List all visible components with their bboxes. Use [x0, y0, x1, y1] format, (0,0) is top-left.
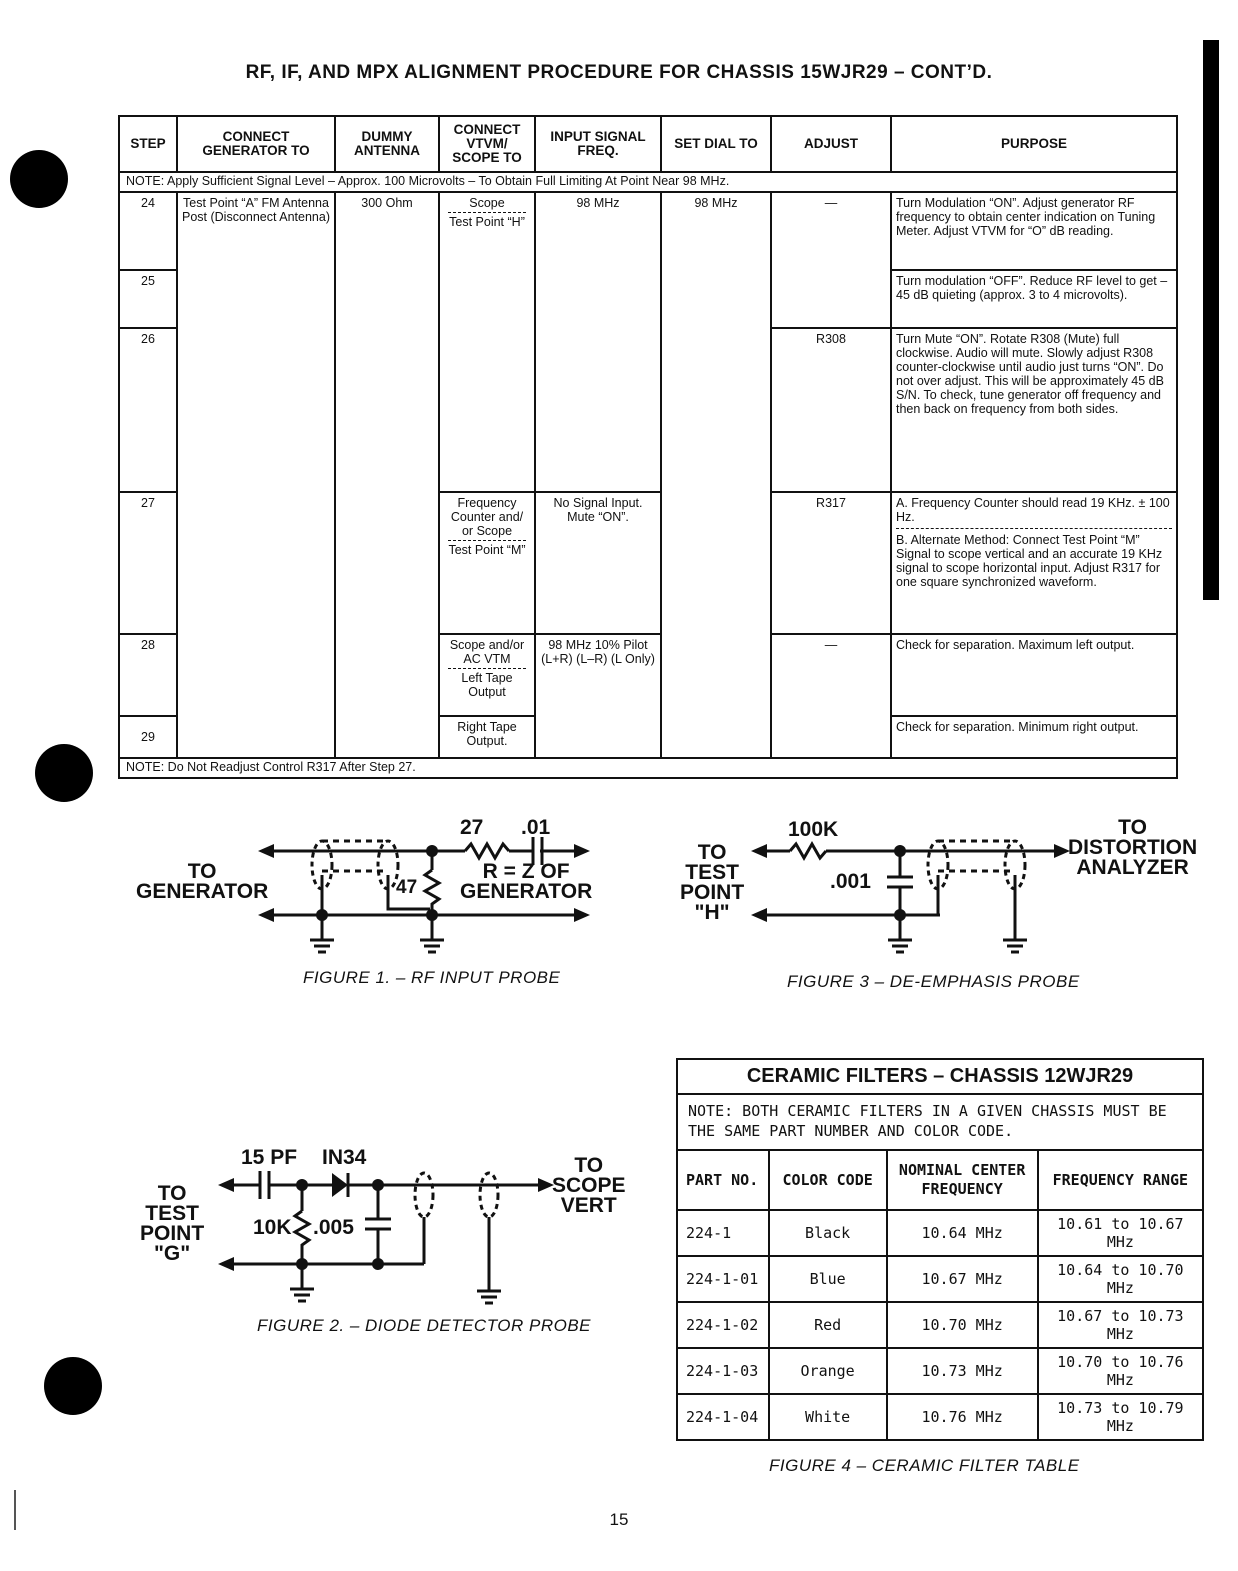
- frequency-range: 10.61 to 10.67 MHz: [1038, 1210, 1202, 1256]
- step-number: 28: [119, 634, 177, 716]
- input-frequency: No Signal Input. Mute “ON”.: [535, 492, 661, 634]
- fig2-r10k: 10K: [253, 1216, 292, 1239]
- ceramic-col-color: COLOR CODE: [769, 1151, 887, 1210]
- fig2-to-test-point: TO TEST POINT "G": [140, 1182, 205, 1265]
- dial-setting: 98 MHz: [661, 192, 771, 758]
- color-code: Orange: [769, 1348, 887, 1394]
- col-header-vtvm: CONNECT VTVM/ SCOPE TO: [439, 116, 535, 172]
- vtvm-connection: Scope and/or AC VTM Left Tape Output: [439, 634, 535, 716]
- color-code: Black: [769, 1210, 887, 1256]
- center-frequency: 10.70 MHz: [887, 1302, 1038, 1348]
- table-note-top: NOTE: Apply Sufficient Signal Level – Approx. 100 Microvolts – To Obtain Full Limiting At Point Near 98 MHz.: [119, 172, 1177, 192]
- adjust-control: —: [771, 192, 891, 328]
- generator-connection: Test Point “A” FM Antenna Post (Disconnect Antenna): [177, 192, 335, 758]
- col-header-purpose: PURPOSE: [891, 116, 1177, 172]
- purpose-text: Turn Modulation “ON”. Adjust generator RF frequency to obtain center indication on Tuning Meter. Adjust VTVM for “O” dB reading.: [891, 192, 1177, 270]
- ceramic-header-row: [678, 1151, 1202, 1210]
- purpose-text: Check for separation. Minimum right output.: [891, 716, 1177, 758]
- binding-edge-bar: [1203, 40, 1219, 600]
- col-header-set-dial: SET DIAL TO: [661, 116, 771, 172]
- fig1-to-generator: TO GENERATOR: [136, 860, 269, 903]
- frequency-range: 10.67 to 10.73 MHz: [1038, 1302, 1202, 1348]
- figure2-schematic: [212, 1165, 557, 1315]
- alignment-table: [118, 115, 1178, 779]
- table-row: [678, 1210, 1202, 1256]
- fig1-rz: R = Z OF GENERATOR: [460, 860, 593, 903]
- step-number: 27: [119, 492, 177, 634]
- punch-hole: [35, 744, 93, 802]
- part-number: 224-1: [678, 1210, 769, 1256]
- color-code: Red: [769, 1302, 887, 1348]
- purpose-text: A. Frequency Counter should read 19 KHz. ± 100 Hz. B. Alternate Method: Connect Test Point “M” Signal to scope vertical and an accurate 19 KHz signal to scope horizontal input. Adjust R317 for one square synchronized waveform.: [891, 492, 1177, 634]
- step-number: 24: [119, 192, 177, 270]
- table-row: [678, 1394, 1202, 1439]
- col-header-dummy-antenna: DUMMY ANTENNA: [335, 116, 439, 172]
- punch-hole: [44, 1357, 102, 1415]
- figure4-caption: FIGURE 4 – CERAMIC FILTER TABLE: [769, 1456, 1080, 1475]
- fig2-c005: .005: [313, 1216, 354, 1239]
- ceramic-filter-title: CERAMIC FILTERS – CHASSIS 12WJR29: [678, 1060, 1202, 1095]
- figure2-caption: FIGURE 2. – DIODE DETECTOR PROBE: [257, 1316, 592, 1335]
- part-number: 224-1-02: [678, 1302, 769, 1348]
- step-number: 26: [119, 328, 177, 492]
- fig1-c01: .01: [521, 816, 551, 839]
- fig3-c001: .001: [830, 870, 871, 893]
- punch-hole: [10, 150, 68, 208]
- adjust-control: R308: [771, 328, 891, 492]
- adjust-control: R317: [771, 492, 891, 634]
- table-row: [678, 1302, 1202, 1348]
- col-header-input-freq: INPUT SIGNAL FREQ.: [535, 116, 661, 172]
- fig1-r27: 27: [460, 816, 484, 839]
- center-frequency: 10.67 MHz: [887, 1256, 1038, 1302]
- col-header-adjust: ADJUST: [771, 116, 891, 172]
- ceramic-col-center: NOMINAL CENTER FREQUENCY: [887, 1151, 1038, 1210]
- center-frequency: 10.73 MHz: [887, 1348, 1038, 1394]
- part-number: 224-1-04: [678, 1394, 769, 1439]
- table-row: [119, 192, 1177, 270]
- ceramic-filter-table: [676, 1058, 1204, 1441]
- col-header-generator: CONNECT GENERATOR TO: [177, 116, 335, 172]
- page-title: RF, IF, AND MPX ALIGNMENT PROCEDURE FOR CHASSIS 15WJR29 – CONT’D.: [245, 62, 993, 83]
- fig2-c15pf: 15 PF: [241, 1146, 298, 1169]
- col-header-step: STEP: [119, 116, 177, 172]
- step-number: 25: [119, 270, 177, 328]
- ceramic-col-range: FREQUENCY RANGE: [1038, 1151, 1202, 1210]
- vtvm-connection: Scope Test Point “H”: [439, 192, 535, 492]
- purpose-text: Check for separation. Maximum left output.: [891, 634, 1177, 716]
- color-code: White: [769, 1394, 887, 1439]
- fig2-to-scope: TO SCOPE VERT: [552, 1154, 626, 1217]
- dummy-antenna: 300 Ohm: [335, 192, 439, 758]
- purpose-text: Turn Mute “ON”. Rotate R308 (Mute) full clockwise. Audio will mute. Slowly adjust R308 counter-clockwise until audio just turns “ON”. Do not over adjust. This will be approximately 45 dB S/N. To check, tune generator off frequency and then back on frequency from both sides.: [891, 328, 1177, 492]
- figure3-caption: FIGURE 3 – DE-EMPHASIS PROBE: [787, 972, 1080, 991]
- fig3-to-test-point: TO TEST POINT "H": [680, 841, 745, 924]
- page-number: 15: [609, 1510, 629, 1529]
- center-frequency: 10.64 MHz: [887, 1210, 1038, 1256]
- table-header-row: [119, 116, 1177, 172]
- figure1-caption: FIGURE 1. – RF INPUT PROBE: [303, 968, 561, 987]
- adjust-control: —: [771, 634, 891, 758]
- fig1-r47: 47: [396, 877, 418, 898]
- color-code: Blue: [769, 1256, 887, 1302]
- step-number: 29: [119, 716, 177, 758]
- frequency-range: 10.70 to 10.76 MHz: [1038, 1348, 1202, 1394]
- part-number: 224-1-01: [678, 1256, 769, 1302]
- table-row: [678, 1256, 1202, 1302]
- input-frequency: 98 MHz: [535, 192, 661, 492]
- frequency-range: 10.64 to 10.70 MHz: [1038, 1256, 1202, 1302]
- fig2-in34: IN34: [322, 1146, 367, 1169]
- fig3-r100k: 100K: [788, 818, 839, 841]
- input-frequency: 98 MHz 10% Pilot (L+R) (L–R) (L Only): [535, 634, 661, 758]
- ceramic-col-part: PART NO.: [678, 1151, 769, 1210]
- vtvm-connection: Right Tape Output.: [439, 716, 535, 758]
- table-row: [678, 1348, 1202, 1394]
- center-frequency: 10.76 MHz: [887, 1394, 1038, 1439]
- fig3-to-distortion: TO DISTORTION ANALYZER: [1068, 816, 1198, 879]
- purpose-text: Turn modulation “OFF”. Reduce RF level to get –45 dB quieting (approx. 3 to 4 microvolts).: [891, 270, 1177, 328]
- table-note-bottom: NOTE: Do Not Readjust Control R317 After Step 27.: [119, 758, 1177, 778]
- ceramic-filter-note: NOTE: BOTH CERAMIC FILTERS IN A GIVEN CHASSIS MUST BE THE SAME PART NUMBER AND COLOR CODE.: [678, 1095, 1202, 1151]
- vtvm-connection: Frequency Counter and/ or Scope Test Point “M”: [439, 492, 535, 634]
- frequency-range: 10.73 to 10.79 MHz: [1038, 1394, 1202, 1439]
- part-number: 224-1-03: [678, 1348, 769, 1394]
